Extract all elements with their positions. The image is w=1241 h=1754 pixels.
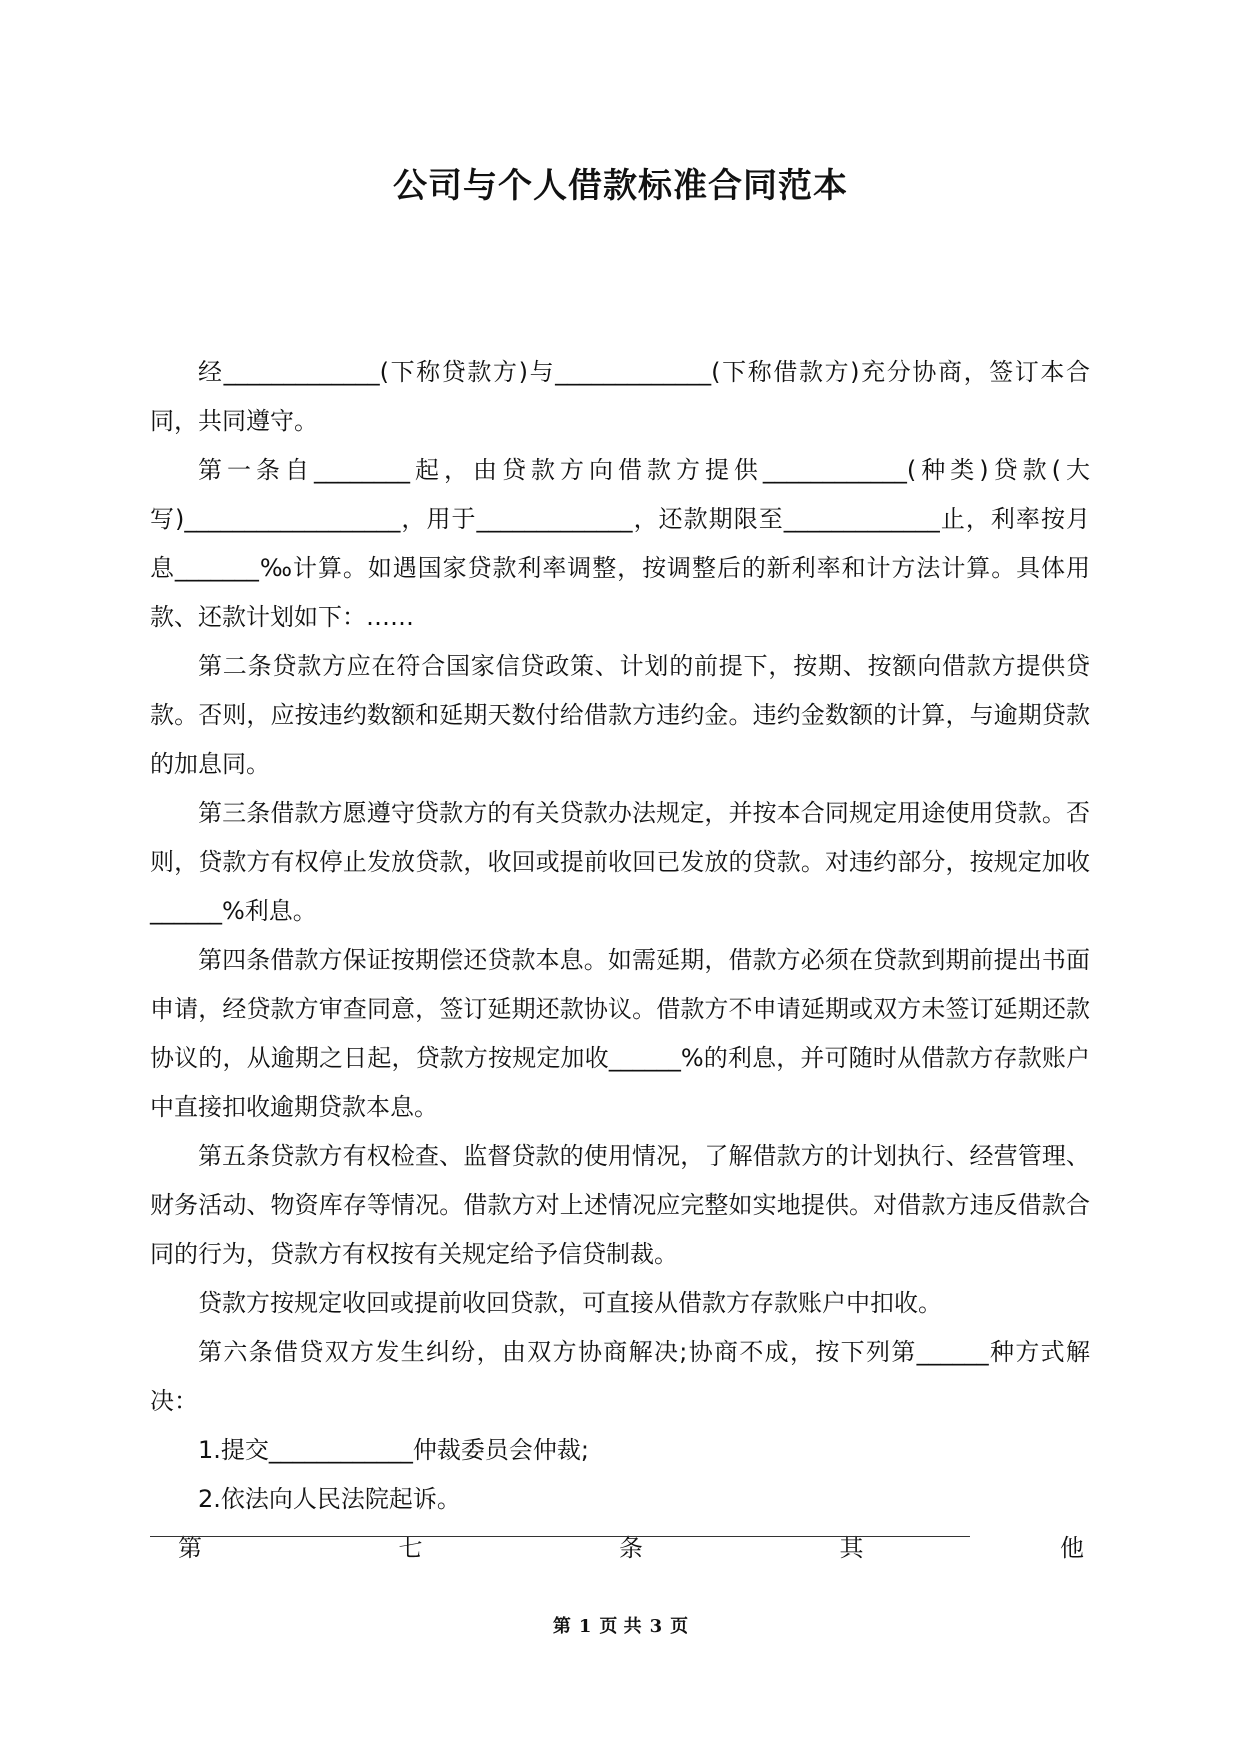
article-7-char: 七 (398, 1534, 423, 1562)
paragraph-deduction: 贷款方按规定收回或提前收回贷款，可直接从借款方存款账户中扣收。 (198, 1289, 942, 1317)
contract-body (150, 348, 1090, 1573)
article-7-heading (150, 1524, 1090, 1573)
footer-total-pages: 3 (649, 1616, 663, 1637)
article-7-char: 第 (178, 1534, 202, 1562)
blank-fill-line (150, 1536, 970, 1537)
page-footer (0, 1612, 1241, 1638)
paragraph-intro: 经_____________(下称贷款方)与_____________(下称借款方)充分协商，签订本合同，共同遵守。 (150, 358, 1090, 435)
paragraph-article-2: 第二条贷款方应在符合国家信贷政策、计划的前提下，按期、按额向借款方提供贷款。否则，应按违约数额和延期天数付给借款方违约金。违约金数额的计算，与逾期贷款的加息同。 (150, 652, 1090, 778)
paragraph-article-4: 第四条借款方保证按期偿还贷款本息。如需延期，借款方必须在贷款到期前提出书面申请，经贷款方审查同意，签订延期还款协议。借款方不申请延期或双方未签订延期还款协议的，从逾期之日起，贷款方按规定加收______%的利息，并可随时从借款方存款账户中直接扣收逾期贷款本息。 (150, 946, 1090, 1121)
paragraph-article-6: 第六条借贷双方发生纠纷，由双方协商解决;协商不成，按下列第______种方式解决： (150, 1338, 1090, 1415)
footer-middle: 页 共 (599, 1616, 642, 1637)
footer-prefix: 第 (552, 1616, 571, 1637)
document-title: 公司与个人借款标准合同范本 (393, 166, 848, 206)
paragraph-article-3: 第三条借款方愿遵守贷款方的有关贷款办法规定，并按本合同规定用途使用贷款。否则，贷款方有权停止发放贷款，收回或提前收回已发放的贷款。对违约部分，按规定加收______%利息。 (150, 799, 1090, 925)
paragraph-article-1: 第一条自________起，由贷款方向借款方提供____________(种类)贷款(大写)__________________，用于_____________，还款期限至_____________止，利率按月息_______‰计算。如遇国家贷款利率调整，按调整后的新利率和计方法计算。具体用款、还款计划如下：…… (150, 456, 1090, 631)
article-7-char: 他 (1060, 1534, 1084, 1562)
option-2: 2.依法向人民法院起诉。 (198, 1485, 461, 1513)
footer-suffix: 页 (670, 1616, 689, 1637)
paragraph-article-5: 第五条贷款方有权检查、监督贷款的使用情况，了解借款方的计划执行、经营管理、财务活动、物资库存等情况。借款方对上述情况应完整如实地提供。对借款方违反借款合同的行为，贷款方有权按有关规定给予信贷制裁。 (150, 1142, 1090, 1268)
article-7-char: 条 (619, 1534, 643, 1562)
article-7-char: 其 (839, 1534, 864, 1562)
option-1: 1.提交____________仲裁委员会仲裁; (198, 1436, 589, 1464)
footer-page-number: 1 (578, 1616, 592, 1637)
